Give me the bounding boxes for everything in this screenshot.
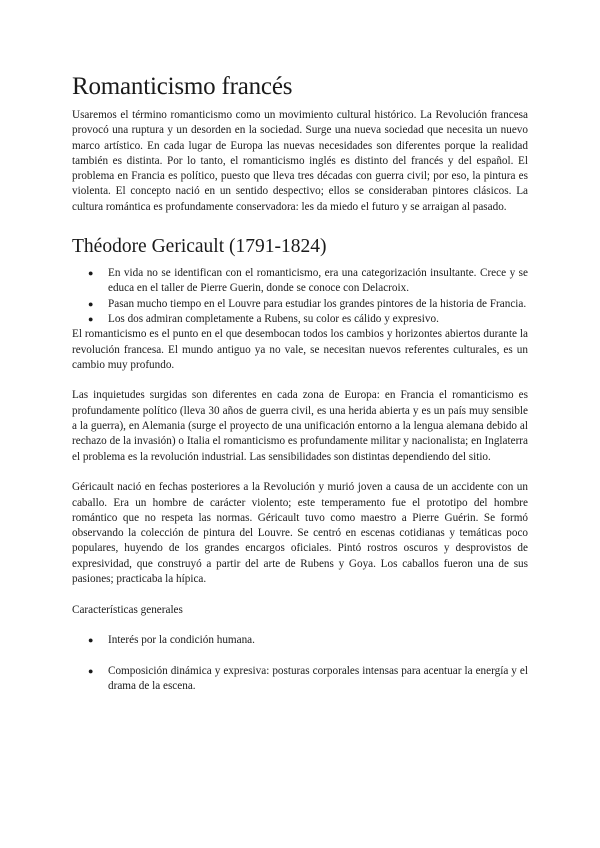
bullet-list: [72, 266, 528, 327]
section-title: Théodore Gericault (1791-1824): [72, 236, 327, 258]
paragraph-gericault-bio: Géricault nació en fechas posteriores a la Revolución y murió joven a causa de un accidente con un caballo. Era un hombre de carácter violento; este temperamento fue el prototipo del hombre romántico que no respeta las normas. Géricault tuvo como maestro a Pierre Guérin. Se formó observando la colección de pintura del Louvre. Se centró en escenas cotidianas y temáticas poco populares, huyendo de los grandes encargos oficiales. Pintó rostros oscuros y desprovistos de expresividad, que construyó a partir del arte de Rubens y Goya. Los caballos fueron una de sus pasiones; practicaba la hípica.: [72, 481, 528, 586]
paragraph-europe-zones: Las inquietudes surgidas son diferentes en cada zona de Europa: en Francia el romanticismo es profundamente político (lleva 30 años de guerra civil, es una herida abierta y es un país muy sensible a la guerra), en Alemania (surge el proyecto de una unificación entorno a la lengua alemana debido al rechazo de la invasión) o Italia el romanticismo es profundamente militar y nacionalista; en Inglaterra el problema es la revolución industrial. Las sensibilidades son distintas dependiendo del sitio.: [72, 389, 528, 463]
intro-paragraph: Usaremos el término romanticismo como un movimiento cultural histórico. La Revolución francesa provocó una ruptura y un desorden en la sociedad. Surge una nueva sociedad que necesita un nuevo marco artístico. En cada lugar de Europa las nuevas necesidades son diferentes porque la realidad también es distinta. Por lo tanto, el romanticismo inglés es distinto del francés y del español. El problema en Francia es político, puesto que lleva tres décadas con guerra civil; por eso, la pintura es violenta. El concepto nació en un sentido despectivo; ellos se consideraban pintores clásicos. La cultura romántica es profundamente conservadora: les da miedo el futuro y se arraigan al pasado.: [72, 109, 528, 213]
subheading-features: Características generales: [72, 603, 183, 616]
bullet-icon: ●: [88, 313, 94, 324]
list-item: ● Pasan mucho tiempo en el Louvre para estudiar los grandes pintores de la historia de Francia.: [72, 297, 528, 312]
list-item: ● En vida no se identifican con el romanticismo, era una categorización insultante. Crece y se educa en el taller de Pierre Guerin, donde se conoce con Delacroix.: [88, 267, 528, 295]
features-list: [72, 633, 528, 694]
list-item: ● Los dos admiran completamente a Rubens, su color es cálido y expresivo.: [72, 312, 528, 327]
document-title: Romanticismo francés: [72, 73, 293, 100]
document-page: [72, 72, 528, 710]
bullet-icon: ●: [88, 635, 94, 646]
paragraph-romanticism-changes: El romanticismo es el punto en el que desembocan todos los cambios y horizontes abiertos durante la revolución francesa. El mundo antiguo ya no vale, se necesitan nuevos referentes culturales, es un cambio muy profundo.: [72, 328, 528, 371]
bullet-icon: ●: [88, 298, 94, 309]
list-item: ● Composición dinámica y expresiva: posturas corporales intensas para acentuar la energía y el drama de la escena.: [88, 664, 528, 693]
bullet-icon: ●: [88, 268, 94, 279]
bullet-icon: ●: [88, 665, 94, 676]
list-item: ● Interés por la condición humana.: [72, 633, 528, 648]
